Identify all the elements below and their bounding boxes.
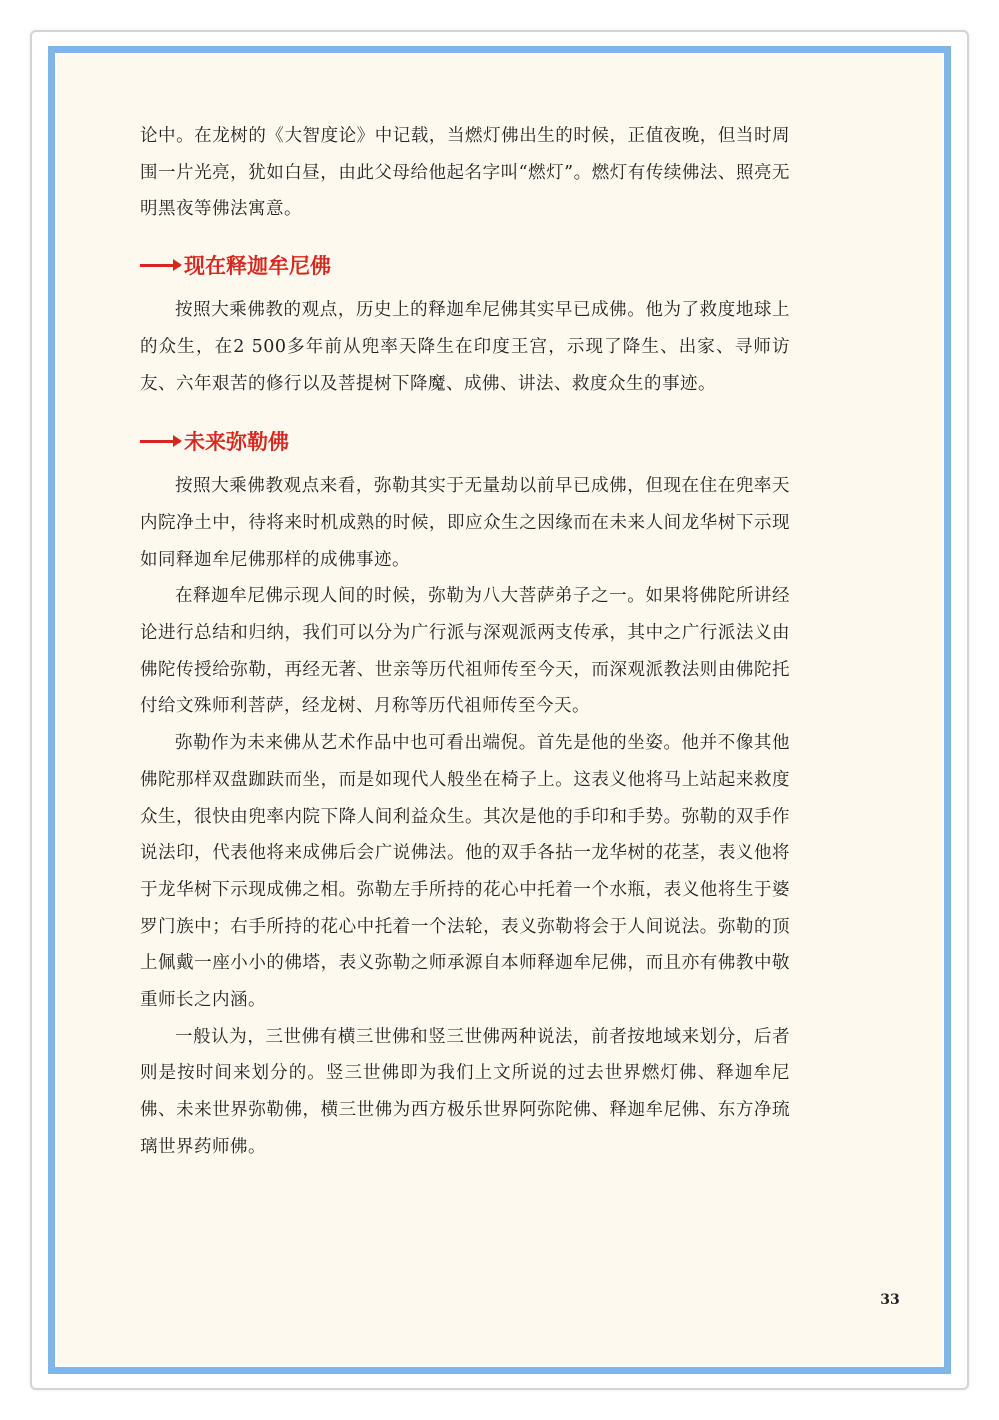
section2-paragraph-3: 弥勒作为未来佛从艺术作品中也可看出端倪。首先是他的坐姿。他并不像其他佛陀那样双盘跏趺而坐，而是如现代人般坐在椅子上。这表义他将马上站起来救度众生，很快由兜率内院下降人间利益众生。其次是他的手印和手势。弥勒的双手作说法印，代表他将来成佛后会广说佛法。他的双手各拈一龙华树的花茎，表义他将于龙华树下示现成佛之相。弥勒左手所持的花心中托着一个水瓶，表义他将生于婆罗门族中；右手所持的花心中托着一个法轮，表义弥勒将会于人间说法。弥勒的顶上佩戴一座小小的佛塔，表义弥勒之师承源自本师释迦牟尼佛，而且亦有佛教中敬重师长之内涵。 [140, 733, 790, 1011]
section2-paragraph-4: 一般认为，三世佛有横三世佛和竖三世佛两种说法，前者按地域来划分，后者则是按时间来划分的。竖三世佛即为我们上文所说的过去世界燃灯佛、释迦牟尼佛、未来世界弥勒佛，横三世佛为西方极乐世界阿弥陀佛、释迦牟尼佛、东方净琉璃世界药师佛。 [140, 1026, 790, 1157]
section1-paragraph: 按照大乘佛教的观点，历史上的释迦牟尼佛其实早已成佛。他为了救度地球上的众生，在2 500多年前从兜率天降生在印度王宫，示现了降生、出家、寻师访友、六年艰苦的修行以及菩提树下降魔、成佛、讲法、救度众生的事迹。 [140, 300, 790, 394]
section-heading-present-buddha [140, 250, 790, 280]
section2-paragraph-1: 按照大乘佛教观点来看，弥勒其实于无量劫以前早已成佛，但现在住在兜率天内院净土中，待将来时机成熟的时候，即应众生之因缘而在未来人间龙华树下示现如同释迦牟尼佛那样的成佛事迹。 [140, 476, 790, 570]
arrow-right-icon [140, 264, 180, 267]
section-heading-future-buddha [140, 426, 790, 456]
intro-paragraph: 论中。在龙树的《大智度论》中记载，当燃灯佛出生的时候，正值夜晚，但当时周围一片光亮，犹如白昼，由此父母给他起名字叫“燃灯”。燃灯有传续佛法、照亮无明黑夜等佛法寓意。 [140, 126, 790, 220]
arrow-right-icon [140, 440, 180, 443]
page-number: 33 [880, 1292, 900, 1308]
section-heading-text: 未来弥勒佛 [184, 430, 289, 455]
section2-paragraph-2: 在释迦牟尼佛示现人间的时候，弥勒为八大菩萨弟子之一。如果将佛陀所讲经论进行总结和归纳，我们可以分为广行派与深观派两支传承，其中之广行派法义由佛陀传授给弥勒，再经无著、世亲等历代祖师传至今天，而深观派教法则由佛陀托付给文殊师利菩萨，经龙树、月称等历代祖师传至今天。 [140, 586, 790, 717]
page-content [140, 118, 790, 1166]
section-heading-text: 现在释迦牟尼佛 [184, 254, 331, 279]
